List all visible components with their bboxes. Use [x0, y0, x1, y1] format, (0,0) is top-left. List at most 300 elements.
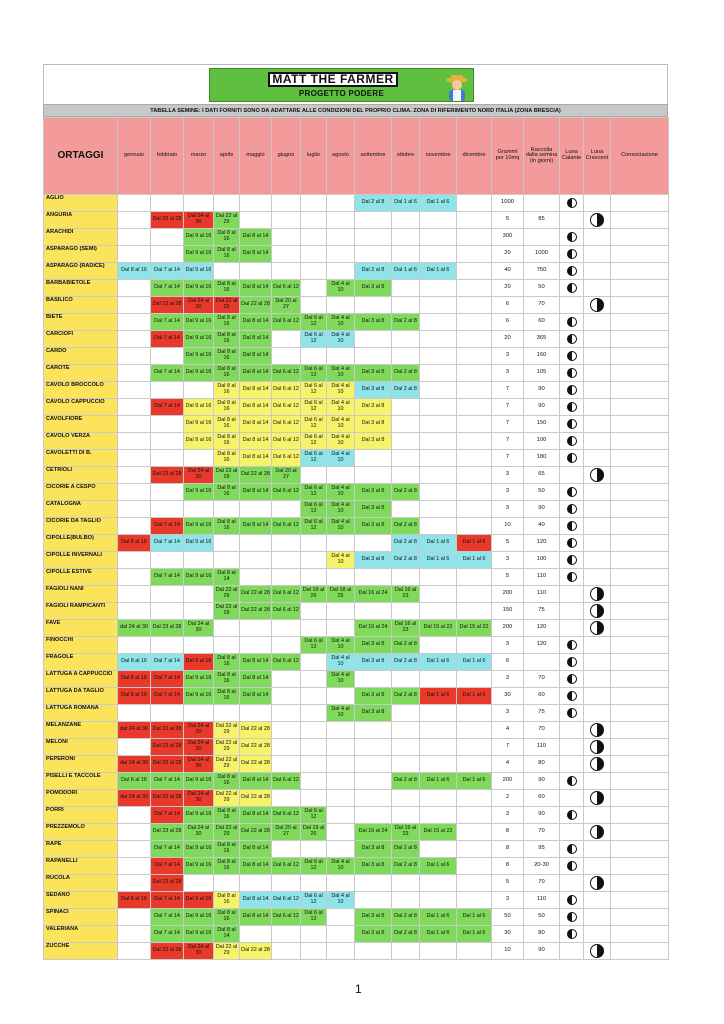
month-cell [327, 246, 355, 263]
vegetable-name: CAROTE [44, 365, 118, 382]
month-cell [240, 926, 272, 943]
luna-calante-cell [560, 569, 584, 586]
month-cell [420, 467, 457, 484]
sowing-window: Dal 22 al 29 [215, 791, 238, 803]
month-cell [214, 263, 240, 280]
waning-moon-icon [567, 198, 577, 208]
month-cell [184, 348, 214, 365]
table-row [44, 382, 669, 399]
month-cell [240, 739, 272, 756]
month-cell [118, 433, 151, 450]
month-cell [240, 943, 272, 960]
month-cell [327, 212, 355, 229]
waxing-moon-icon [590, 604, 604, 618]
sowing-window: Dal 3 al 8 [361, 692, 385, 699]
sowing-window: Dal 8 al 16 [121, 777, 147, 784]
sowing-window: Dal 3 al 8 [361, 522, 385, 529]
grams-cell: 4 [492, 722, 524, 739]
luna-calante-cell [560, 807, 584, 824]
harvest-days-cell: 750 [524, 263, 560, 280]
month-cell [118, 348, 151, 365]
vegetable-name: PISELLI E TACCOLE [44, 773, 118, 790]
month-cell [355, 331, 392, 348]
month-cell [301, 654, 327, 671]
luna-calante-cell [560, 416, 584, 433]
month-cell [392, 603, 420, 620]
sowing-window: Dal 22 al 29 [215, 944, 238, 956]
harvest-days-cell: 100 [524, 433, 560, 450]
consociazione-cell [611, 722, 669, 739]
luna-calante-cell [560, 943, 584, 960]
month-cell [214, 637, 240, 654]
month-cell [272, 535, 301, 552]
luna-crescente-cell [584, 824, 611, 841]
month-cell [327, 297, 355, 314]
sowing-window: Dal 2 al 8 [394, 692, 417, 699]
month-cell [214, 212, 240, 229]
sowing-window: Dal 6 al 12 [273, 488, 299, 495]
vegetable-name: LATTUGA ROMANA [44, 705, 118, 722]
grams-cell: 6 [492, 654, 524, 671]
month-cell [184, 943, 214, 960]
month-cell [457, 671, 492, 688]
month-cell [355, 297, 392, 314]
month-cell [151, 416, 184, 433]
luna-crescente-cell [584, 739, 611, 756]
consociazione-cell [611, 450, 669, 467]
month-cell [272, 756, 301, 773]
month-cell [420, 875, 457, 892]
sowing-window: Dal 8 al 14 [242, 658, 269, 665]
month-cell [355, 926, 392, 943]
luna-crescente-cell [584, 399, 611, 416]
sowing-window: Dal 7 al 14 [154, 845, 180, 852]
month-cell [214, 620, 240, 637]
month-cell [272, 790, 301, 807]
month-cell [272, 586, 301, 603]
consociazione-cell [611, 280, 669, 297]
sowing-window: Dal 8 al 14 [242, 488, 269, 495]
table-row [44, 229, 669, 246]
month-cell [151, 518, 184, 535]
luna-calante-cell [560, 297, 584, 314]
table-row [44, 331, 669, 348]
sowing-window: Dal 4 al 10 [331, 451, 350, 463]
waning-moon-icon [567, 368, 577, 378]
month-cell [301, 620, 327, 637]
sowing-window: Dal 8 al 14 [242, 403, 269, 410]
month-cell [240, 348, 272, 365]
month-cell [118, 297, 151, 314]
sowing-window: Dal 9 al 16 [185, 811, 212, 818]
sowing-window: Dal 22 al 29 [215, 213, 238, 225]
month-cell [151, 450, 184, 467]
waning-moon-icon [567, 504, 577, 514]
sowing-window: Dal 8 al 16 [217, 383, 236, 395]
month-cell [457, 382, 492, 399]
month-cell [214, 722, 240, 739]
luna-crescente-cell [584, 671, 611, 688]
month-cell [184, 654, 214, 671]
sowing-window: Dal 8 al 16 [217, 910, 236, 922]
sowing-window: Dal 22 al 29 [215, 587, 238, 599]
sowing-window: Dal 9 al 16 [185, 658, 212, 665]
table-row [44, 535, 669, 552]
sowing-window: Dal 24 al 30 [187, 723, 210, 735]
luna-calante-cell [560, 263, 584, 280]
month-cell [272, 841, 301, 858]
luna-calante-cell [560, 195, 584, 212]
month-cell [420, 552, 457, 569]
luna-crescente-cell [584, 450, 611, 467]
harvest-days-cell: 90 [524, 943, 560, 960]
luna-crescente-cell [584, 348, 611, 365]
sowing-window: Dal 16 al 24 [358, 624, 388, 631]
sowing-window: Dal 8 al 14 [242, 454, 269, 461]
month-cell [301, 875, 327, 892]
luna-calante-cell [560, 331, 584, 348]
month-cell [184, 841, 214, 858]
table-row [44, 280, 669, 297]
vegetable-name: CAVOLETTI DI B. [44, 450, 118, 467]
luna-crescente-cell [584, 212, 611, 229]
waxing-moon-icon [590, 825, 604, 839]
waning-moon-icon [567, 232, 577, 242]
month-cell [151, 263, 184, 280]
waxing-moon-icon [590, 740, 604, 754]
month-cell [214, 501, 240, 518]
month-cell [420, 637, 457, 654]
month-cell [420, 348, 457, 365]
waning-moon-icon [567, 555, 577, 565]
luna-calante-cell [560, 382, 584, 399]
table-row [44, 603, 669, 620]
month-cell [457, 586, 492, 603]
sowing-window: Dal 7 al 14 [154, 369, 180, 376]
sowing-window: Dal 24 al 30 [187, 213, 210, 225]
sowing-window: Dal 1 al 6 [462, 913, 486, 920]
month-cell [355, 212, 392, 229]
month-cell [420, 501, 457, 518]
month-cell [151, 858, 184, 875]
month-cell [327, 926, 355, 943]
month-cell [420, 195, 457, 212]
grams-cell: 5 [492, 569, 524, 586]
sowing-window: Dal 9 al 16 [185, 335, 212, 342]
table-row [44, 620, 669, 637]
sowing-window: Dal 22 al 29 [215, 723, 238, 735]
sowing-window: Dal 1 al 6 [426, 913, 450, 920]
month-cell [457, 518, 492, 535]
month-cell [118, 722, 151, 739]
sowing-window: Dal 2 al 8 [394, 930, 417, 937]
month-cell [392, 297, 420, 314]
month-cell [151, 484, 184, 501]
sowing-window: Dal 3 al 8 [361, 437, 385, 444]
luna-crescente-cell [584, 246, 611, 263]
sowing-window: Dal 4 al 10 [331, 366, 350, 378]
harvest-days-cell: 65 [524, 467, 560, 484]
column-header: Raccolta dalla semina (in giorni) [524, 118, 560, 195]
month-cell [392, 909, 420, 926]
waxing-moon-icon [590, 791, 604, 805]
month-cell [327, 603, 355, 620]
month-cell [151, 501, 184, 518]
month-cell [327, 535, 355, 552]
sowing-window: Dal 23 al 28 [152, 471, 182, 478]
month-cell [214, 314, 240, 331]
sowing-window: Dal 8 al 16 [217, 281, 236, 293]
month-cell [151, 722, 184, 739]
luna-calante-cell [560, 688, 584, 705]
sowing-window: Dal 3 al 8 [361, 386, 385, 393]
month-cell [355, 790, 392, 807]
sowing-window: Dal 16 al 23 [394, 825, 417, 837]
month-cell [355, 603, 392, 620]
month-cell [327, 467, 355, 484]
month-cell [327, 280, 355, 297]
month-cell [457, 348, 492, 365]
column-header: dicembre [457, 118, 492, 195]
month-cell [214, 365, 240, 382]
table-row [44, 314, 669, 331]
consociazione-cell [611, 756, 669, 773]
sowing-window: Dal 22 al 28 [241, 301, 270, 308]
month-cell [355, 739, 392, 756]
month-cell [240, 790, 272, 807]
luna-calante-cell [560, 246, 584, 263]
luna-crescente-cell [584, 943, 611, 960]
sowing-window: Dal 9 al 16 [185, 233, 212, 240]
title-row [43, 64, 668, 104]
sowing-window: Dal 8 al 14 [242, 386, 269, 393]
month-cell [214, 756, 240, 773]
sowing-window: Dal 8 al 14 [242, 522, 269, 529]
harvest-days-cell: 60 [524, 790, 560, 807]
sowing-window: Dal 22 al 28 [241, 471, 270, 478]
sowing-window: Dal 23 al 28 [152, 947, 182, 954]
month-cell [355, 382, 392, 399]
column-header: aprile [214, 118, 240, 195]
sowing-window: Dal 8 al 16 [217, 332, 236, 344]
vegetable-name: CICORIE DA TAGLIO [44, 518, 118, 535]
sowing-window: Dal 23 al 28 [152, 760, 182, 767]
table-row [44, 484, 669, 501]
sowing-window: Dal 6 al 12 [304, 638, 323, 650]
waning-moon-icon [567, 453, 577, 463]
vegetable-name: PEPERONI [44, 756, 118, 773]
luna-crescente-cell [584, 926, 611, 943]
luna-calante-cell [560, 773, 584, 790]
sowing-window: Dal 8 al 14 [242, 250, 269, 257]
consociazione-cell [611, 603, 669, 620]
harvest-days-cell: 90 [524, 807, 560, 824]
month-cell [301, 382, 327, 399]
month-cell [327, 943, 355, 960]
month-cell [240, 552, 272, 569]
sowing-window: Dal 6 al 12 [273, 607, 299, 614]
harvest-days-cell: 60 [524, 688, 560, 705]
month-cell [214, 433, 240, 450]
luna-calante-cell [560, 637, 584, 654]
month-cell [151, 433, 184, 450]
sowing-window: Dal 9 al 16 [185, 267, 212, 274]
month-cell [184, 569, 214, 586]
month-cell [301, 433, 327, 450]
month-cell [151, 790, 184, 807]
month-cell [457, 654, 492, 671]
month-cell [118, 773, 151, 790]
month-cell [392, 943, 420, 960]
sowing-window: Dal 8 al 14 [242, 233, 269, 240]
sowing-window: Dal 7 al 14 [154, 267, 180, 274]
month-cell [457, 875, 492, 892]
sowing-window: Dal 1 al 6 [426, 692, 450, 699]
month-cell [457, 280, 492, 297]
month-cell [118, 450, 151, 467]
month-cell [457, 790, 492, 807]
consociazione-cell [611, 875, 669, 892]
grams-cell: 40 [492, 263, 524, 280]
month-cell [151, 399, 184, 416]
month-cell [272, 654, 301, 671]
sowing-window: Dal 24 al 30 [187, 825, 210, 837]
consociazione-cell [611, 620, 669, 637]
month-cell [327, 314, 355, 331]
month-cell [457, 399, 492, 416]
harvest-days-cell: 105 [524, 365, 560, 382]
sowing-window: Dal 6 al 12 [273, 369, 299, 376]
sowing-window: Dal 8 al 16 [217, 774, 236, 786]
month-cell [272, 858, 301, 875]
sowing-table-sheet [43, 64, 668, 960]
month-cell [301, 212, 327, 229]
sowing-window: Dal 9 al 16 [185, 862, 212, 869]
month-cell [327, 858, 355, 875]
page-subtitle: PROGETTO PODERE [298, 89, 385, 98]
sowing-window: Dal 22 al 28 [241, 607, 270, 614]
month-cell [214, 450, 240, 467]
sowing-window: Dal 2 al 8 [394, 913, 417, 920]
waning-moon-icon [567, 436, 577, 446]
month-cell [240, 331, 272, 348]
month-cell [392, 314, 420, 331]
month-cell [240, 212, 272, 229]
sowing-window: Dal 6 al 12 [273, 658, 299, 665]
month-cell [151, 824, 184, 841]
month-cell [184, 195, 214, 212]
sowing-window: Dal 8 al 14 [242, 318, 269, 325]
column-header: maggio [240, 118, 272, 195]
sowing-window: Dal 1 al 6 [426, 556, 450, 563]
month-cell [272, 365, 301, 382]
harvest-days-cell [524, 229, 560, 246]
month-cell [118, 654, 151, 671]
consociazione-cell [611, 824, 669, 841]
month-cell [151, 739, 184, 756]
month-cell [420, 416, 457, 433]
month-cell [272, 518, 301, 535]
vegetable-name: ARACHIDI [44, 229, 118, 246]
sowing-window: Dal 7 al 14 [154, 777, 180, 784]
table-row [44, 926, 669, 943]
sowing-window: Dal 20 al 27 [275, 825, 297, 837]
month-cell [392, 212, 420, 229]
month-cell [184, 399, 214, 416]
month-cell [272, 909, 301, 926]
harvest-days-cell: 180 [524, 450, 560, 467]
luna-crescente-cell [584, 756, 611, 773]
harvest-days-cell: 120 [524, 620, 560, 637]
sowing-window: Dal 9 al 16 [185, 692, 212, 699]
title-banner [209, 68, 474, 102]
vegetable-name: SEDANO [44, 892, 118, 909]
sowing-window: Dal 2 al 8 [394, 318, 417, 325]
month-cell [420, 773, 457, 790]
sowing-window: Dal 3 al 8 [361, 369, 385, 376]
sowing-window: Dal 7 al 14 [154, 403, 180, 410]
month-cell [392, 484, 420, 501]
month-cell [240, 569, 272, 586]
month-cell [240, 484, 272, 501]
month-cell [420, 654, 457, 671]
sowing-window: Dal 7 al 14 [154, 284, 180, 291]
table-row [44, 637, 669, 654]
month-cell [184, 858, 214, 875]
vegetable-name: CATALOGNA [44, 501, 118, 518]
month-cell [457, 450, 492, 467]
luna-crescente-cell [584, 858, 611, 875]
month-cell [151, 297, 184, 314]
consociazione-cell [611, 569, 669, 586]
month-cell [457, 416, 492, 433]
vegetable-name: FAVE [44, 620, 118, 637]
sowing-window: Dal 15 al 22 [459, 624, 489, 631]
sowing-window: Dal 7 al 14 [154, 896, 180, 903]
month-cell [240, 722, 272, 739]
month-cell [214, 705, 240, 722]
grams-cell: 200 [492, 586, 524, 603]
month-cell [457, 195, 492, 212]
month-cell [272, 892, 301, 909]
month-cell [457, 739, 492, 756]
month-cell [240, 586, 272, 603]
month-cell [392, 705, 420, 722]
sowing-window: Dal 3 al 8 [361, 420, 385, 427]
sowing-window: Dal 2 al 8 [394, 386, 417, 393]
sowing-window: Dal 1 al 6 [426, 539, 450, 546]
luna-crescente-cell [584, 297, 611, 314]
sowing-window: Dal 22 al 29 [215, 298, 238, 310]
month-cell [301, 450, 327, 467]
sowing-window: Dal 1 al 6 [462, 692, 486, 699]
sowing-window: Dal 8 al 16 [217, 315, 236, 327]
month-cell [272, 348, 301, 365]
waning-moon-icon [567, 487, 577, 497]
table-body [44, 195, 669, 960]
month-cell [457, 858, 492, 875]
month-cell [457, 909, 492, 926]
sowing-window: Dal 3 al 8 [361, 488, 385, 495]
month-cell [240, 416, 272, 433]
sowing-window: Dal 16 al 23 [394, 621, 417, 633]
vegetable-name: MELONI [44, 739, 118, 756]
month-cell [420, 586, 457, 603]
harvest-days-cell: 160 [524, 348, 560, 365]
grams-cell: 20 [492, 246, 524, 263]
month-cell [118, 858, 151, 875]
waning-moon-icon [567, 419, 577, 429]
